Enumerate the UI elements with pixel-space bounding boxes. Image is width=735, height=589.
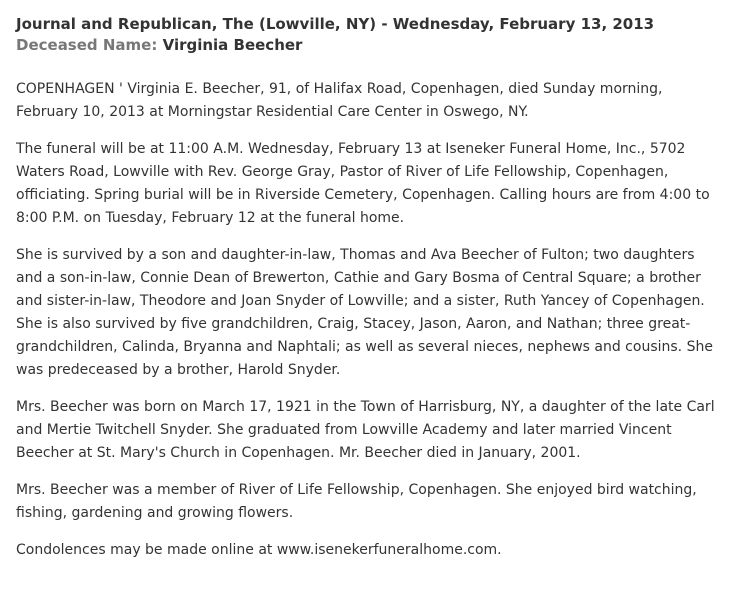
obituary-article [16,14,721,562]
deceased-name-value: Virginia Beecher [162,36,303,54]
obituary-paragraph-1: COPENHAGEN ' Virginia E. Beecher, 91, of Halifax Road, Copenhagen, died Sunday morning, February 10, 2013 at Morningstar Residential Care Center in Oswego, NY. [16,81,663,120]
publication-name: Journal and Republican, The (Lowville, NY) [16,15,377,33]
deceased-name-line [16,35,721,56]
obituary-paragraph-5: Mrs. Beecher was a member of River of Life Fellowship, Copenhagen. She enjoyed bird watching, fishing, gardening and growing flowers. [16,482,697,521]
publication-date: Wednesday, February 13, 2013 [392,15,655,33]
obituary-paragraph-4: Mrs. Beecher was born on March 17, 1921 in the Town of Harrisburg, NY, a daughter of the late Carl and Mertie Twitchell Snyder. She graduated from Lowville Academy and later married Vincent Beecher at St. Mary's Church in Copenhagen. Mr. Beecher died in January, 2001. [16,399,715,461]
obituary-paragraph-2: The funeral will be at 11:00 A.M. Wednesday, February 13 at Iseneker Funeral Home, Inc., 5702 Waters Road, Lowville with Rev. George Gray, Pastor of River of Life Fellowship, Copenhagen, officiating. Spring burial will be in Riverside Cemetery, Copenhagen. Calling hours are from 4:00 to 8:00 P.M. on Tuesday, February 12 at the funeral home. [16,141,710,226]
obituary-paragraph-6: Condolences may be made online at www.isenekerfuneralhome.com. [16,542,502,558]
header-separator: - [376,15,393,33]
deceased-name-label: Deceased Name: [16,36,158,54]
obituary-paragraph-3: She is survived by a son and daughter-in-law, Thomas and Ava Beecher of Fulton; two daughters and a son-in-law, Connie Dean of Brewerton, Cathie and Gary Bosma of Central Square; a brother and sister-in-law, Theodore and Joan Snyder of Lowville; and a sister, Ruth Yancey of Copenhagen. She is also survived by five grandchildren, Craig, Stacey, Jason, Aaron, and Nathan; three great-grandchildren, Calinda, Bryanna and Naphtali; as well as several nieces, nephews and cousins. She was predeceased by a brother, Harold Snyder. [16,247,713,378]
publication-header [16,14,721,35]
